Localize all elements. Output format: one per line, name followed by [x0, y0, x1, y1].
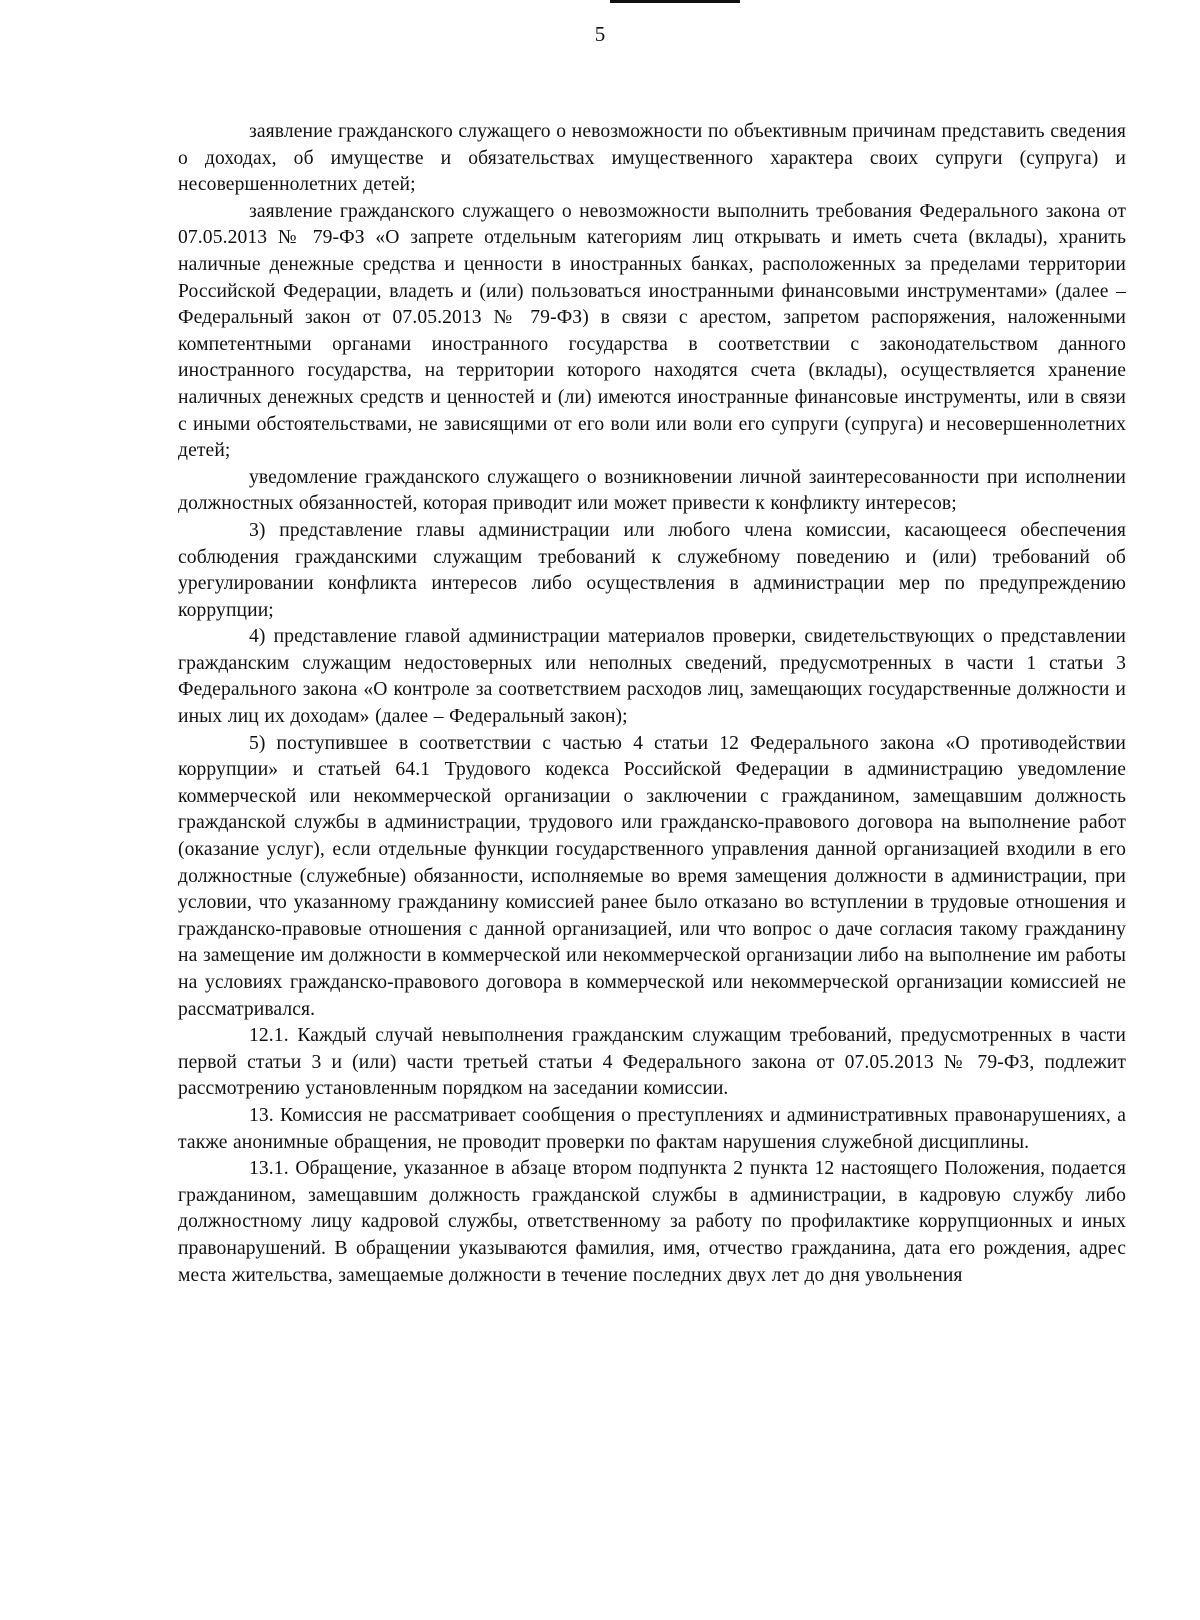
- paragraph-clause-13: 13. Комиссия не рассматривает сообщения о преступлениях и административных правонарушениях, а также анонимные обращения, не проводит проверки по фактам нарушения служебной дисциплины.: [178, 1104, 1126, 1153]
- paragraph-statement-spouse-income: заявление гражданского служащего о невозможности по объективным причинам представить сведения о доходах, об имуществе и обязательствах имущественного характера своих супруги (супруга) и несовершеннолетних детей;: [178, 121, 1126, 196]
- document-body: [178, 119, 1126, 1289]
- paragraph-statement-foreign-accounts: заявление гражданского служащего о невозможности выполнить требования Федерального закона от 07.05.2013 № 79-ФЗ «О запрете отдельным категориям лиц открывать и иметь счета (вклады), хранить наличные денежные средства и ценности в иностранных банках, расположенных за пределами территории Российской Федерации, владеть и (или) пользоваться иностранными финансовыми инструментами» (далее – Федеральный закон от 07.05.2013 № 79-ФЗ) в связи с арестом, запретом распоряжения, наложенными компетентными органами иностранного государства в соответствии с законодательством данного иностранного государства, на территории которого находятся счета (вклады), осуществляется хранение наличных денежных средств и ценностей и (ли) имеются иностранные финансовые инструменты, или в связи с иными обстоятельствами, не зависящими от его воли или воли его супруги (супруга) и несовершеннолетних детей;: [178, 200, 1126, 462]
- scan-edge-mark: [610, 0, 740, 3]
- page-number: 5: [594, 22, 606, 46]
- paragraph-item-3: 3) представление главы администрации или любого члена комиссии, касающееся обеспечения соблюдения гражданскими служащим требований к служебному поведению и (или) требований об урегулировании конфликта интересов либо осуществления в администрации мер по предупреждению коррупции;: [178, 519, 1126, 621]
- paragraph-clause-12-1: 12.1. Каждый случай невыполнения гражданским служащим требований, предусмотренных в части первой статьи 3 и (или) части третьей статьи 4 Федерального закона от 07.05.2013 № 79-ФЗ, подлежит рассмотрению установленным порядком на заседании комиссии.: [178, 1025, 1126, 1100]
- paragraph-item-4: 4) представление главой администрации материалов проверки, свидетельствующих о представлении гражданским служащим недостоверных или неполных сведений, предусмотренных в части 1 статьи 3 Федерального закона «О контроле за соответствием расходов лиц, замещающих государственные должности и иных лиц их доходам» (далее – Федеральный закон);: [178, 626, 1126, 728]
- paragraph-clause-13-1: 13.1. Обращение, указанное в абзаце втором подпункта 2 пункта 12 настоящего Положения, подается гражданином, замещавшим должность гражданской службы в администрации, в кадровую службу либо должностному лицу кадровой службы, ответственному за работу по профилактике коррупционных и иных правонарушений. В обращении указываются фамилия, имя, отчество гражданина, дата его рождения, адрес места жительства, замещаемые должности в течение последних двух лет до дня увольнения: [178, 1158, 1126, 1286]
- paragraph-item-5: 5) поступившее в соответствии с частью 4 статьи 12 Федерального закона «О противодействии коррупции» и статьей 64.1 Трудового кодекса Российской Федерации в администрацию уведомление коммерческой или некоммерческой организации о заключении с гражданином, замещавшим должность гражданской службы в администрации, трудового или гражданско-правового договора на выполнение работ (оказание услуг), если отдельные функции государственного управления данной организацией входили в его должностные (служебные) обязанности, исполняемые во время замещения должности в администрации, при условии, что указанному гражданину комиссией ранее было отказано во вступлении в трудовые отношения и гражданско-правовые отношения с данной организацией, или что вопрос о даче согласия такому гражданину на замещение им должности в коммерческой или некоммерческой организации либо на выполнение им работы на условиях гражданско-правового договора в коммерческой или некоммерческой организации комиссией не рассматривался.: [178, 732, 1126, 1020]
- paragraph-notice-conflict-of-interest: уведомление гражданского служащего о возникновении личной заинтересованности при исполнении должностных обязанностей, которая приводит или может привести к конфликту интересов;: [178, 466, 1126, 515]
